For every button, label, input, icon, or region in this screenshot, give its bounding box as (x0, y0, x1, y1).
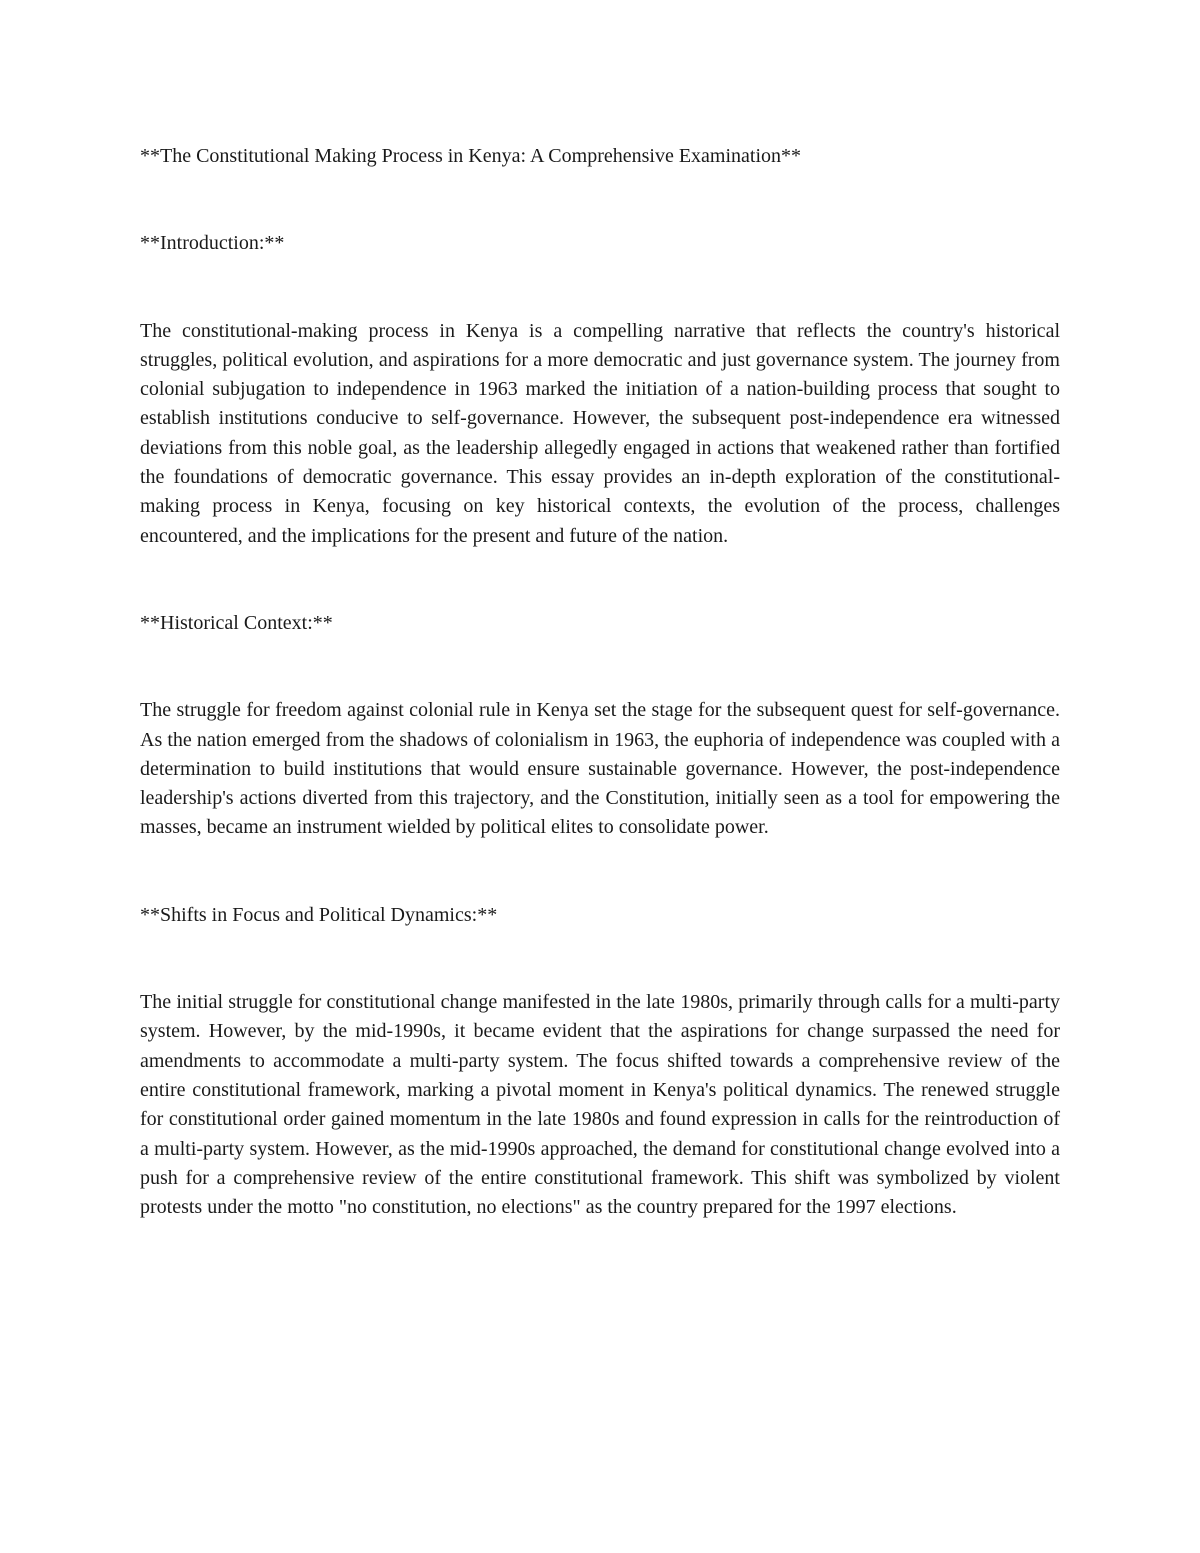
section-heading-historical-context: **Historical Context:** (140, 611, 333, 634)
section-heading-shifts-in-focus: **Shifts in Focus and Political Dynamics:** (140, 903, 498, 926)
section-paragraph-historical-context: The struggle for freedom against colonial rule in Kenya set the stage for the subsequent quest for self-governance. As the nation emerged from the shadows of colonialism in 1963, the euphoria of independence was coupled with a determination to build institutions that would ensure sustainable governance. However, the post-independence leadership's actions diverted from this trajectory, and the Constitution, initially seen as a tool for empowering the masses, became an instrument wielded by political elites to consolidate power. (140, 699, 1060, 839)
document-title: **The Constitutional Making Process in Kenya: A Comprehensive Examination** (140, 145, 802, 167)
section-paragraph-introduction: The constitutional-making process in Kenya is a compelling narrative that reflects the country's historical struggles, political evolution, and aspirations for a more democratic and just governance system. The journey from colonial subjugation to independence in 1963 marked the initiation of a nation-building process that sought to establish institutions conducive to self-governance. However, the subsequent post-independence era witnessed deviations from this noble goal, as the leadership allegedly engaged in actions that weakened rather than fortified the foundations of democratic governance. This essay provides an in-depth exploration of the constitutional-making process in Kenya, focusing on key historical contexts, the evolution of the process, challenges encountered, and the implications for the present and future of the nation. (140, 319, 1060, 547)
section-heading-introduction: **Introduction:** (140, 232, 285, 255)
document-page (140, 142, 1060, 1222)
section-paragraph-shifts-in-focus: The initial struggle for constitutional change manifested in the late 1980s, primarily through calls for a multi-party system. However, by the mid-1990s, it became evident that the aspirations for change surpassed the need for amendments to accommodate a multi-party system. The focus shifted towards a comprehensive review of the entire constitutional framework, marking a pivotal moment in Kenya's political dynamics. The renewed struggle for constitutional order gained momentum in the late 1980s and found expression in calls for the reintroduction of a multi-party system. However, as the mid-1990s approached, the demand for constitutional change evolved into a push for a comprehensive review of the entire constitutional framework. This shift was symbolized by violent protests under the motto "no constitution, no elections" as the country prepared for the 1997 elections. (140, 991, 1060, 1219)
